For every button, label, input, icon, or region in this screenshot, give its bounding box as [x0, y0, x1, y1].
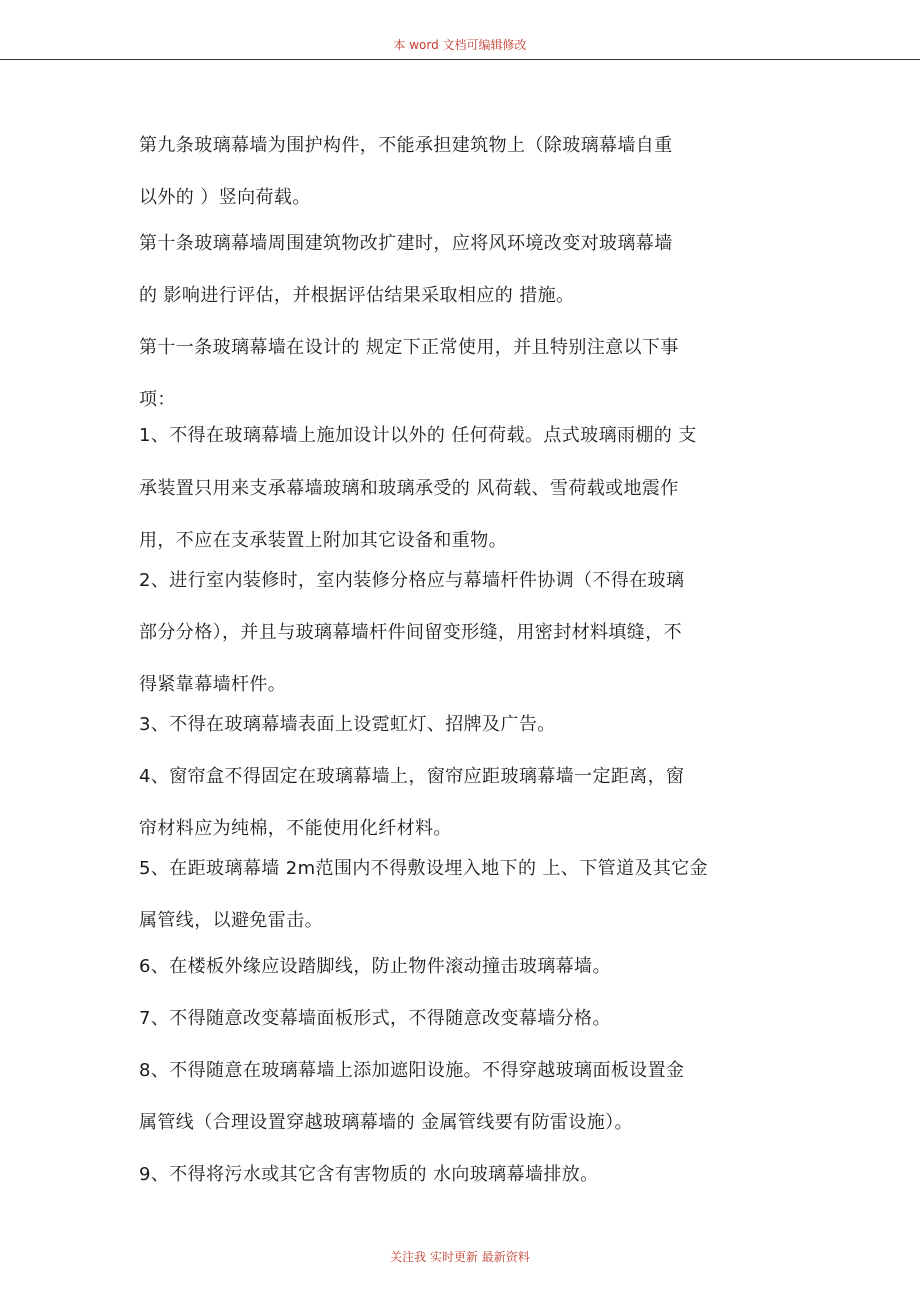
body-line: 7、不得随意改变幕墙面板形式，不得随意改变幕墙分格。	[139, 1008, 611, 1029]
body-line: 属管线（合理设置穿越玻璃幕墙的 金属管线要有防雷设施）。	[139, 1112, 633, 1133]
body-line: 的 影响进行评估，并根据评估结果采取相应的 措施。	[139, 285, 575, 306]
body-line: 项：	[139, 389, 176, 410]
body-line: 用，不应在支承装置上附加其它设备和重物。	[139, 530, 507, 551]
header-divider	[0, 59, 920, 60]
body-line: 5、在距玻璃幕墙 2m范围内不得敷设埋入地下的 上、下管道及其它金	[139, 858, 709, 879]
body-line: 得紧靠幕墙杆件。	[139, 674, 287, 695]
page-footer: 关注我 实时更新 最新资料	[390, 1250, 530, 1264]
body-line: 帘材料应为纯棉，不能使用化纤材料。	[139, 818, 452, 839]
body-line: 1、不得在玻璃幕墙上施加设计以外的 任何荷载。点式玻璃雨棚的 支	[139, 425, 697, 446]
body-line: 9、不得将污水或其它含有害物质的 水向玻璃幕墙排放。	[139, 1164, 599, 1185]
body-line: 第十一条玻璃幕墙在设计的 规定下正常使用，并且特别注意以下事	[139, 337, 679, 358]
body-line: 2、进行室内装修时，室内装修分格应与幕墙杆件协调（不得在玻璃	[139, 570, 685, 591]
body-line: 属管线，以避免雷击。	[139, 910, 323, 931]
body-line: 第九条玻璃幕墙为围护构件，不能承担建筑物上（除玻璃幕墙自重	[139, 135, 673, 156]
body-line: 第十条玻璃幕墙周围建筑物改扩建时，应将风环境改变对玻璃幕墙	[139, 233, 673, 254]
body-line: 部分分格），并且与玻璃幕墙杆件间留变形缝，用密封材料填缝，不	[139, 622, 682, 643]
body-line: 3、不得在玻璃幕墙表面上设霓虹灯、招牌及广告。	[139, 714, 556, 735]
body-line: 以外的 ）竖向荷载。	[139, 187, 311, 208]
body-line: 4、窗帘盒不得固定在玻璃幕墙上，窗帘应距玻璃幕墙一定距离，窗	[139, 766, 685, 787]
body-line: 6、在楼板外缘应设踏脚线，防止物件滚动撞击玻璃幕墙。	[139, 956, 611, 977]
body-line: 8、不得随意在玻璃幕墙上添加遮阳设施。不得穿越玻璃面板设置金	[139, 1060, 685, 1081]
body-line: 承装置只用来支承幕墙玻璃和玻璃承受的 风荷载、雪荷载或地震作	[139, 478, 679, 499]
page-header: 本 word 文档可编辑修改	[393, 38, 527, 52]
